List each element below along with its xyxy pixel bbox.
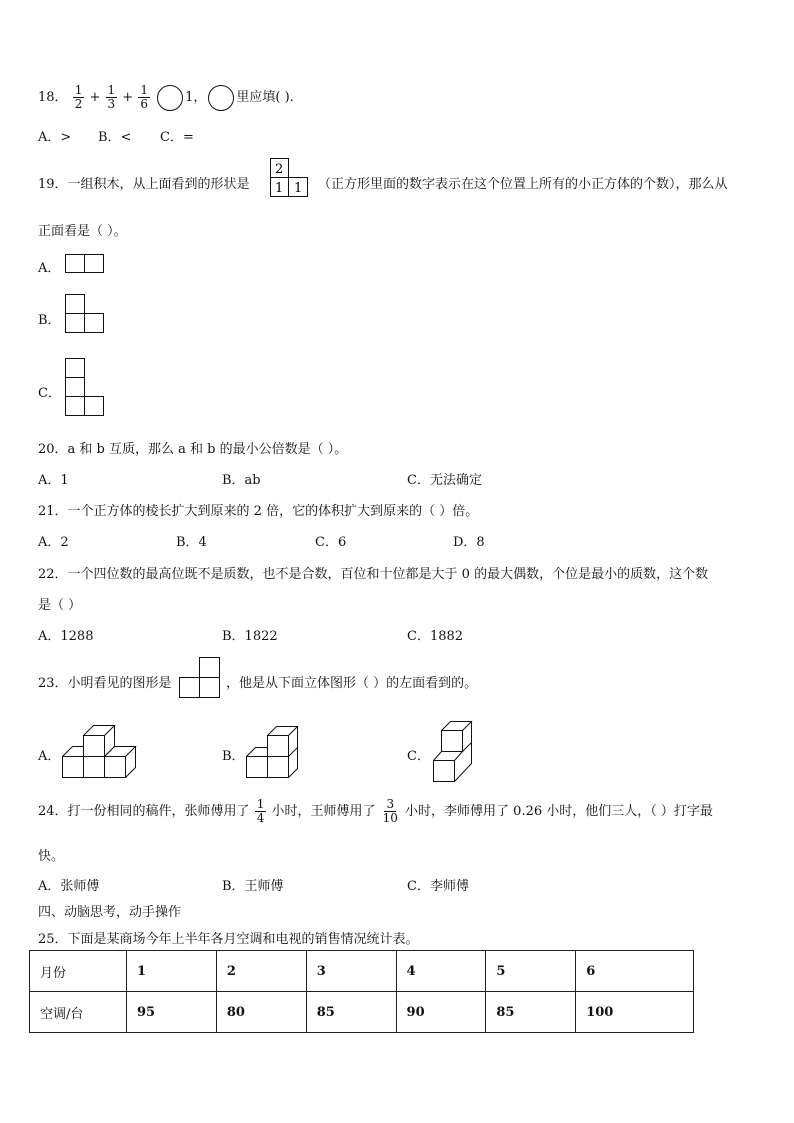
q21-option-b: B．4 bbox=[176, 535, 207, 550]
sales-table bbox=[29, 950, 694, 1033]
q18-option-a: A．> bbox=[38, 130, 72, 145]
q23-option-b-solid bbox=[246, 726, 300, 782]
q22-stem-b: 是（ ） bbox=[38, 598, 82, 613]
q19-option-b-figure bbox=[65, 294, 105, 334]
table-cell: 85 bbox=[306, 992, 396, 1033]
table-cell: 空调/台 bbox=[30, 992, 127, 1033]
q18-option-b: B．< bbox=[98, 130, 132, 145]
q20-option-c: C．无法确定 bbox=[407, 473, 482, 488]
q21-stem: 21．一个正方体的棱长扩大到原来的 2 倍，它的体积扩大到原来的（ ）倍。 bbox=[38, 504, 479, 519]
q21-option-d: D．8 bbox=[453, 535, 485, 550]
q23-option-a-label: A． bbox=[38, 749, 61, 764]
q23-stem-a: 23．小明看见的图形是 bbox=[38, 676, 172, 691]
q24-option-a: A．张师傅 bbox=[38, 879, 100, 894]
q18-line: 18． $\frac{1}{2}$ + $\frac{1}{3}$ + $\frac{1}{6}$ 1， 里应填( ). bbox=[38, 83, 294, 111]
table-row bbox=[30, 951, 694, 992]
q19-option-c-label: C． bbox=[38, 386, 61, 401]
q19-stem-c: 正面看是（ ）。 bbox=[38, 224, 127, 239]
fraction-one-sixth: $\frac{1}{6}$ bbox=[140, 83, 148, 111]
fraction-three-tenths: $\frac{3}{10}$ bbox=[382, 797, 398, 825]
q22-option-c: C．1882 bbox=[407, 629, 464, 644]
q19-option-b-label: B． bbox=[38, 313, 61, 328]
q24-stem-d: 快。 bbox=[38, 849, 65, 864]
fraction-one-quarter: $\frac{1}{4}$ bbox=[256, 797, 265, 825]
fraction-one-half: $\frac{1}{2}$ bbox=[74, 83, 83, 111]
q22-stem-a: 22．一个四位数的最高位既不是质数，也不是合数，百位和十位都是大于 0 的最大偶数，个位是最小的质数，这个数 bbox=[38, 567, 709, 582]
q24-option-b: B．王师傅 bbox=[222, 879, 284, 894]
q19-option-a-label: A． bbox=[38, 261, 61, 276]
table-cell: 2 bbox=[216, 951, 306, 992]
q23-stem-b: ，他是从下面立体图形（ ）的左面看到的。 bbox=[226, 676, 478, 691]
q23-side-view-figure bbox=[178, 657, 222, 701]
fraction-one-third: $\frac{1}{3}$ bbox=[107, 83, 116, 111]
table-cell: 90 bbox=[396, 992, 486, 1033]
table-cell: 6 bbox=[576, 951, 694, 992]
q23-option-a-solid bbox=[62, 724, 146, 780]
q24-option-c: C．李师傅 bbox=[407, 879, 469, 894]
q22-option-a: A．1288 bbox=[38, 629, 94, 644]
q20-stem: 20．a 和 b 互质，那么 a 和 b 的最小公倍数是（ ）。 bbox=[38, 442, 348, 457]
top-view-cell-1b: 1 bbox=[294, 181, 303, 196]
q23-option-b-label: B． bbox=[222, 749, 245, 764]
q18-number: 18． bbox=[38, 90, 68, 105]
table-cell: 80 bbox=[216, 992, 306, 1033]
table-cell: 3 bbox=[306, 951, 396, 992]
q24-line: 24．打一份相同的稿件，张师傅用了 $\frac{1}{4}$ 小时，王师傅用了 $\frac{3}{10}$ 小时，李师傅用了 0.26 小时，他们三人，（ ）打字最 bbox=[38, 797, 713, 825]
top-view-cell-1a: 1 bbox=[275, 181, 284, 196]
top-view-cell-2: 2 bbox=[275, 162, 284, 177]
q21-option-a: A．2 bbox=[38, 535, 69, 550]
q19-top-view-figure bbox=[270, 158, 310, 198]
table-cell: 5 bbox=[486, 951, 576, 992]
q22-option-b: B．1822 bbox=[222, 629, 278, 644]
q19-option-a-figure bbox=[65, 254, 105, 274]
q20-option-b: B．ab bbox=[222, 473, 261, 488]
q21-option-c: C．6 bbox=[315, 535, 347, 550]
q23-option-c-solid bbox=[430, 720, 474, 784]
q20-option-a: A．1 bbox=[38, 473, 69, 488]
q19-option-c-figure bbox=[65, 358, 105, 418]
answer-circle-2 bbox=[208, 85, 234, 111]
section-heading: 四、动脑思考，动手操作 bbox=[38, 905, 182, 920]
table-cell: 4 bbox=[396, 951, 486, 992]
q19-stem-a: 19．一组积木，从上面看到的形状是 bbox=[38, 177, 250, 192]
table-cell: 95 bbox=[127, 992, 217, 1033]
q23-option-c-label: C． bbox=[407, 749, 430, 764]
table-row bbox=[30, 992, 694, 1033]
table-cell: 85 bbox=[486, 992, 576, 1033]
answer-circle-1 bbox=[157, 85, 183, 111]
q19-stem-b: （正方形里面的数字表示在这个位置上所有的小正方体的个数），那么从 bbox=[318, 177, 728, 192]
table-cell: 100 bbox=[576, 992, 694, 1033]
table-cell: 月份 bbox=[30, 951, 127, 992]
q25-stem: 25．下面是某商场今年上半年各月空调和电视的销售情况统计表。 bbox=[38, 932, 419, 947]
table-cell: 1 bbox=[127, 951, 217, 992]
q18-option-c: C．= bbox=[160, 130, 194, 145]
